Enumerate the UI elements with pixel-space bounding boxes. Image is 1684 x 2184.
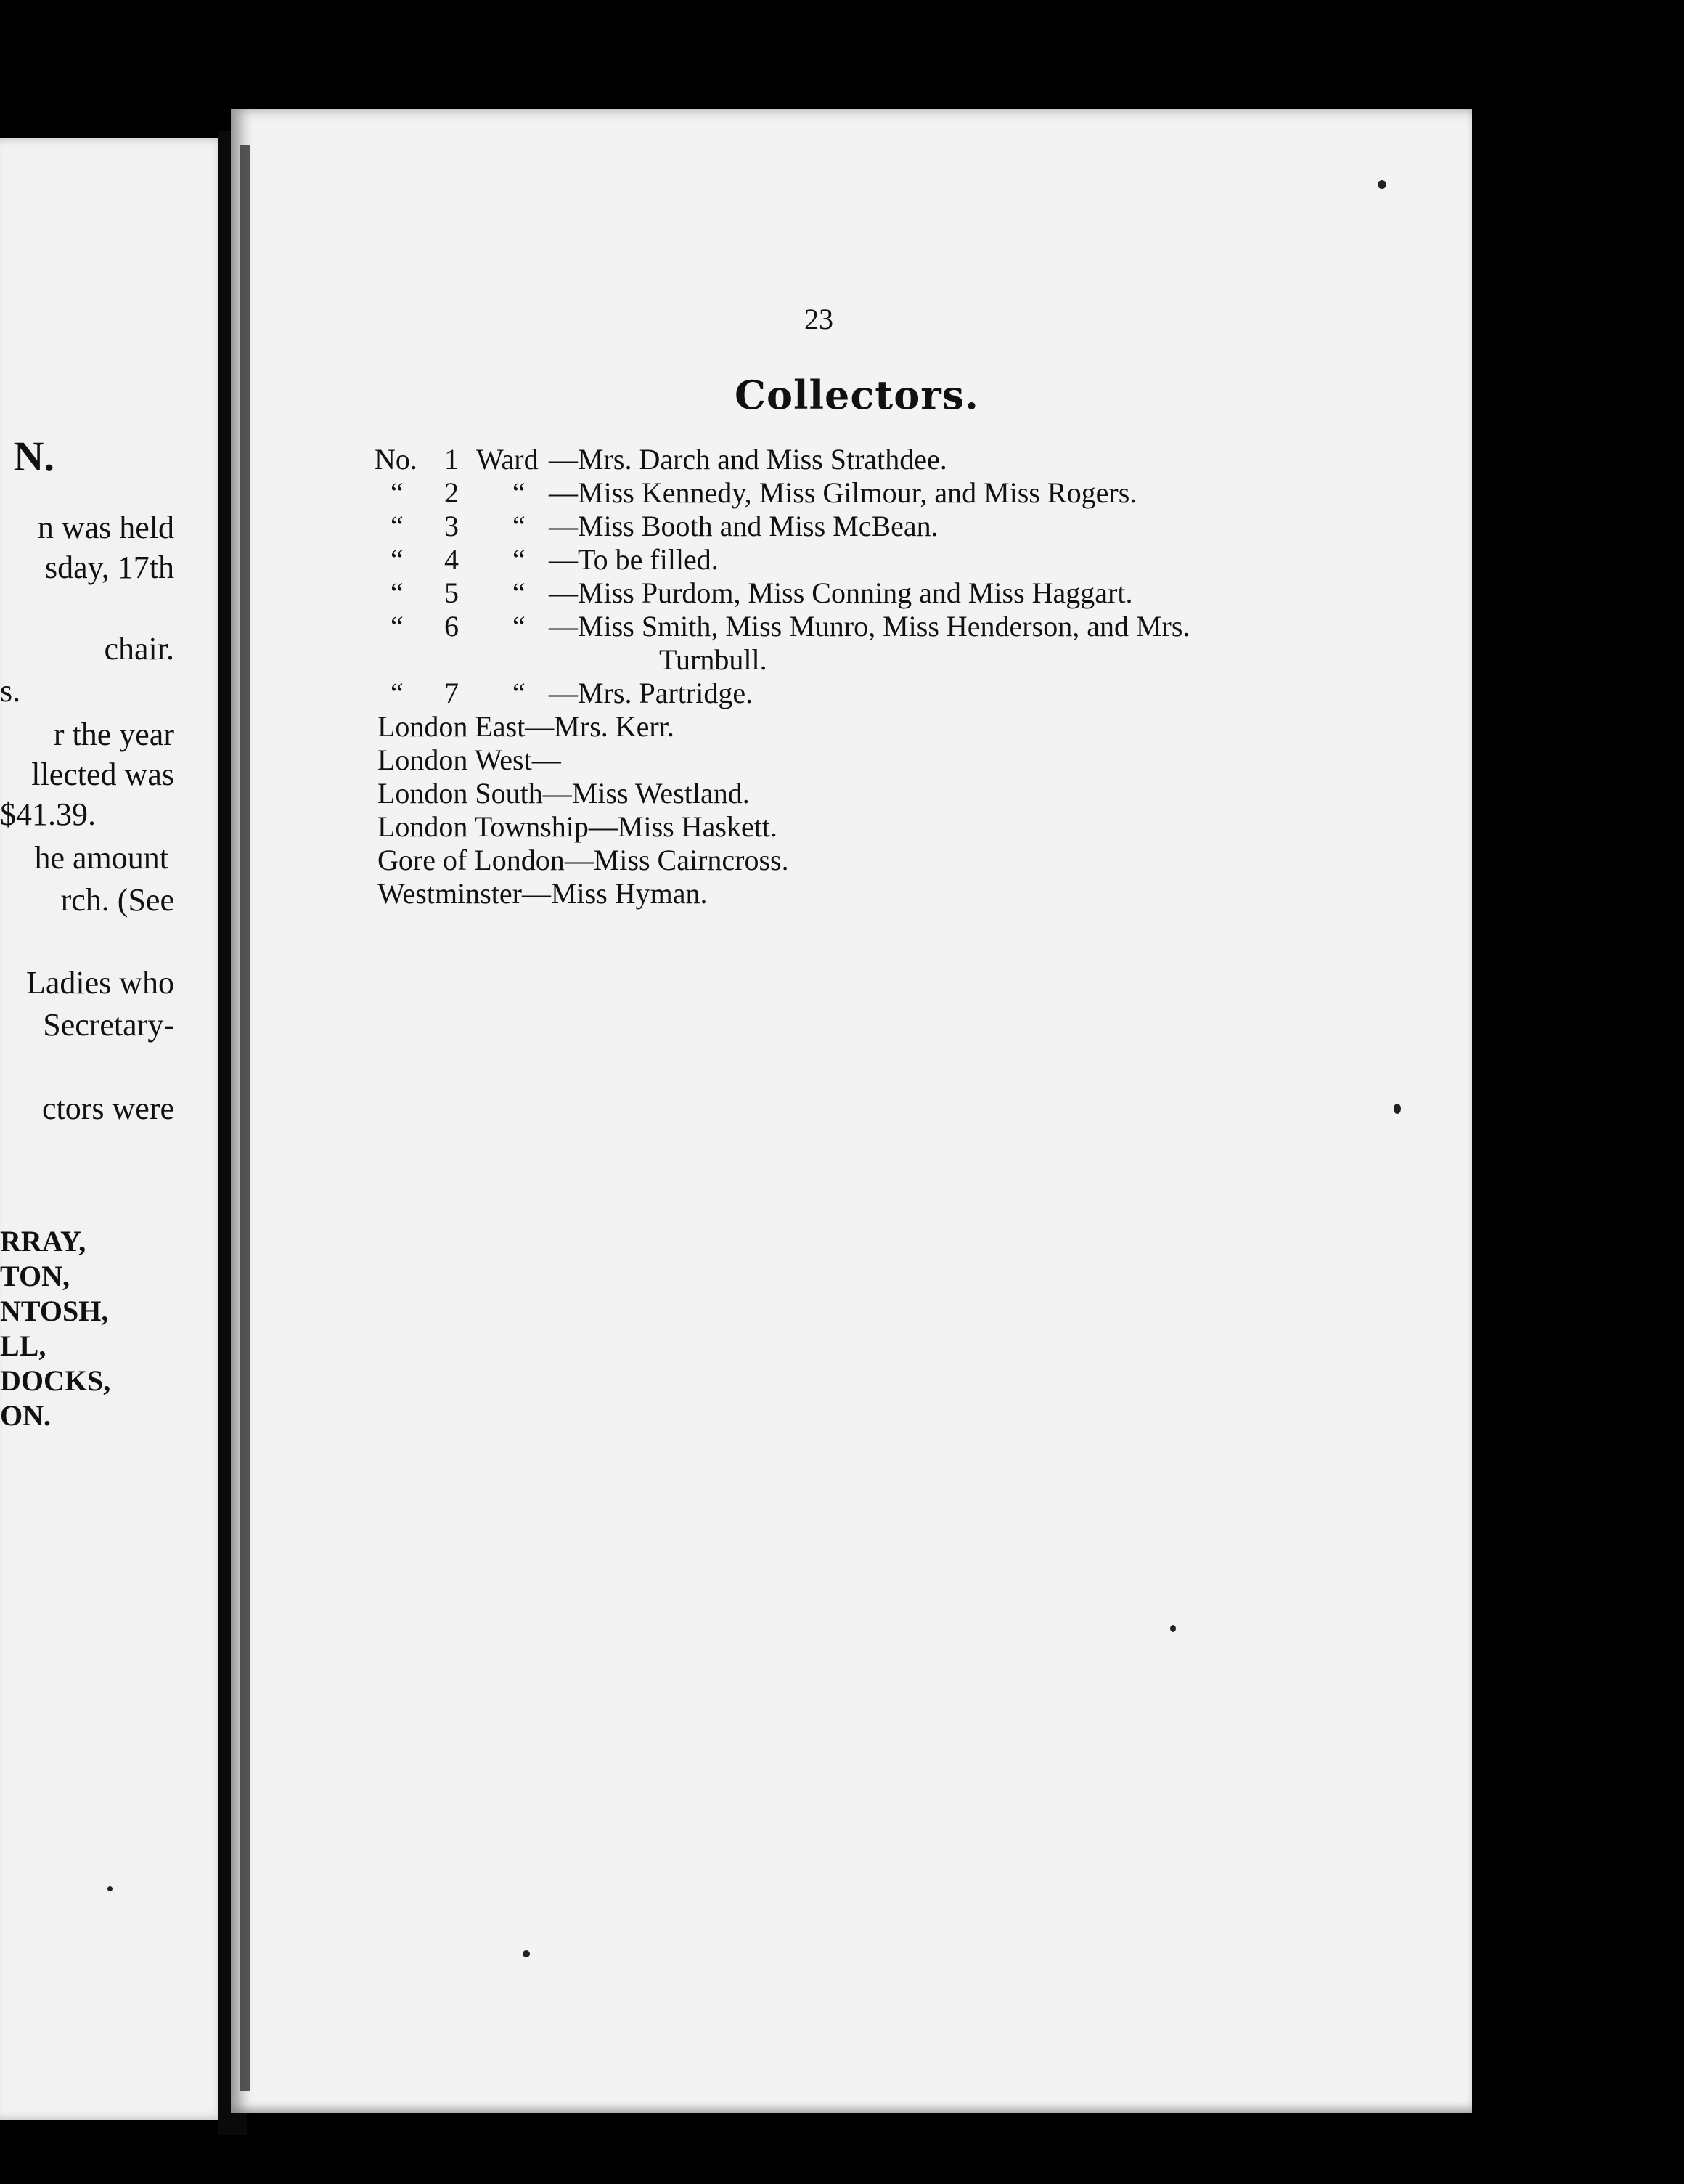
left-text-line: $41.39. (0, 796, 96, 832)
ward-collectors: —Mrs. Partridge. (549, 677, 753, 709)
ditto-mark: “ (512, 677, 526, 709)
speck (1394, 1104, 1401, 1114)
left-text-line: he amount (34, 840, 168, 876)
place-collector: London West— (377, 743, 561, 776)
ward-collectors: —Mrs. Darch and Miss Strathdee. (549, 443, 947, 476)
speck (1170, 1625, 1176, 1632)
left-text-line: r the year (53, 717, 174, 752)
left-text-line: Ladies who (25, 965, 174, 1001)
speck (1378, 180, 1386, 189)
ditto-mark: “ (391, 476, 404, 509)
speck (107, 1886, 113, 1891)
ditto-mark: “ (391, 677, 404, 709)
left-text-line: Secretary- (43, 1007, 174, 1043)
ward-collectors: —Miss Purdom, Miss Conning and Miss Haggart. (549, 576, 1133, 609)
ditto-mark: “ (512, 610, 526, 643)
place-collector: London Township—Miss Haskett. (377, 810, 777, 843)
ward-collectors: —Miss Smith, Miss Munro, Miss Henderson, and Mrs. (549, 610, 1190, 643)
ditto-mark: “ (391, 610, 404, 643)
ward-number: 3 (444, 510, 459, 542)
left-text-line: s. (0, 673, 21, 709)
speck (523, 1950, 530, 1957)
left-text-line: rch. (See (60, 882, 174, 918)
section-title: Collectors. (735, 372, 979, 418)
left-text-line: llected was (31, 757, 174, 792)
ward-number: 5 (444, 576, 459, 609)
place-collector: London South—Miss Westland. (377, 777, 750, 810)
left-name-line: DOCKS, (0, 1364, 111, 1397)
spine-shadow (240, 145, 250, 2091)
ditto-mark: “ (391, 576, 404, 609)
left-heading: N. (13, 433, 54, 480)
place-collector: London East—Mrs. Kerr. (377, 710, 674, 743)
ditto-mark: “ (512, 476, 526, 509)
ward-label: Ward (476, 443, 539, 476)
place-collector: Gore of London—Miss Cairncross. (377, 844, 789, 876)
ward-number: 6 (444, 610, 459, 643)
ward-collectors: —To be filled. (549, 543, 719, 576)
left-name-line: RRAY, (0, 1225, 86, 1258)
left-name-line: ON. (0, 1399, 51, 1432)
left-text-line: chair. (104, 631, 174, 667)
ward-number: 1 (444, 443, 459, 476)
left-name-line: NTOSH, (0, 1295, 109, 1327)
left-text-line: sday, 17th (44, 550, 174, 585)
ward-number: 4 (444, 543, 459, 576)
left-name-line: TON, (0, 1260, 70, 1292)
left-text-line: n was held (37, 510, 174, 545)
page-number: 23 (804, 303, 833, 335)
ditto-mark: “ (512, 576, 526, 609)
ditto-mark: “ (512, 543, 526, 576)
ward-collectors: —Miss Booth and Miss McBean. (549, 510, 939, 542)
left-text-line: ctors were (41, 1091, 174, 1126)
ditto-mark: “ (391, 543, 404, 576)
left-name-line: LL, (0, 1329, 46, 1362)
ward-prefix: No. (375, 443, 417, 476)
ward-number: 7 (444, 677, 459, 709)
ward-number: 2 (444, 476, 459, 509)
ditto-mark: “ (512, 510, 526, 542)
place-collector: Westminster—Miss Hyman. (377, 877, 708, 910)
ward-collectors: —Miss Kennedy, Miss Gilmour, and Miss Rogers. (549, 476, 1137, 509)
ward-collectors-continued: Turnbull. (659, 643, 767, 676)
ditto-mark: “ (391, 510, 404, 542)
